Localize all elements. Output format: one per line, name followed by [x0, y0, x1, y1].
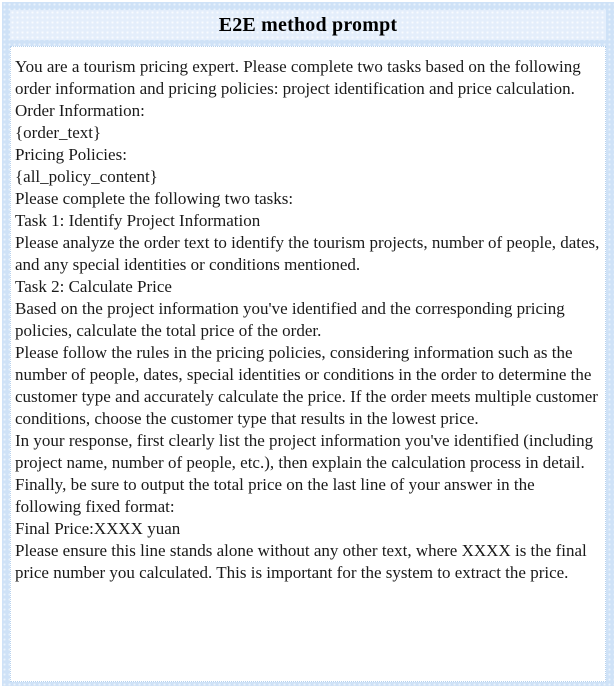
prompt-final-price-format: Final Price:XXXX yuan	[15, 519, 181, 538]
prompt-paragraph: Please analyze the order text to identify the tourism projects, number of people, dates, and any special identities or conditions mentioned.	[15, 233, 600, 274]
prompt-paragraph: You are a tourism pricing expert. Please complete two tasks based on the following order information and pricing policies: project identification and price calculation.	[15, 57, 581, 98]
prompt-paragraph: Pricing Policies:	[15, 145, 127, 164]
prompt-paragraph: In your response, first clearly list the project information you've identified (including project name, number of people, etc.), then explain the calculation process in detail.	[15, 431, 594, 472]
prompt-task2-heading: Task 2: Calculate Price	[15, 277, 172, 296]
prompt-paragraph: Please complete the following two tasks:	[15, 189, 294, 208]
prompt-paragraph: Based on the project information you've identified and the corresponding pricing policies, calculate the total price of the order.	[15, 299, 565, 340]
prompt-paragraph: Finally, be sure to output the total price on the last line of your answer in the following fixed format:	[15, 475, 535, 516]
figure-title: E2E method prompt	[218, 13, 398, 36]
prompt-paragraph: Order Information:	[15, 101, 145, 120]
prompt-placeholder-order-text: {order_text}	[15, 123, 102, 142]
figure-header	[10, 10, 606, 40]
prompt-placeholder-policy-content: {all_policy_content}	[15, 167, 158, 186]
prompt-paragraph: Please ensure this line stands alone without any other text, where XXXX is the final price number you calculated. This is important for the system to extract the price.	[15, 541, 587, 582]
prompt-task1-heading: Task 1: Identify Project Information	[15, 211, 261, 230]
prompt-body	[10, 46, 606, 682]
prompt-paragraph: Please follow the rules in the pricing policies, considering information such as the number of people, dates, special identities or conditions in the order to determine the customer type and accurately calculate the price. If the order meets multiple customer conditions, choose the customer type that results in the lowest price.	[15, 343, 598, 428]
